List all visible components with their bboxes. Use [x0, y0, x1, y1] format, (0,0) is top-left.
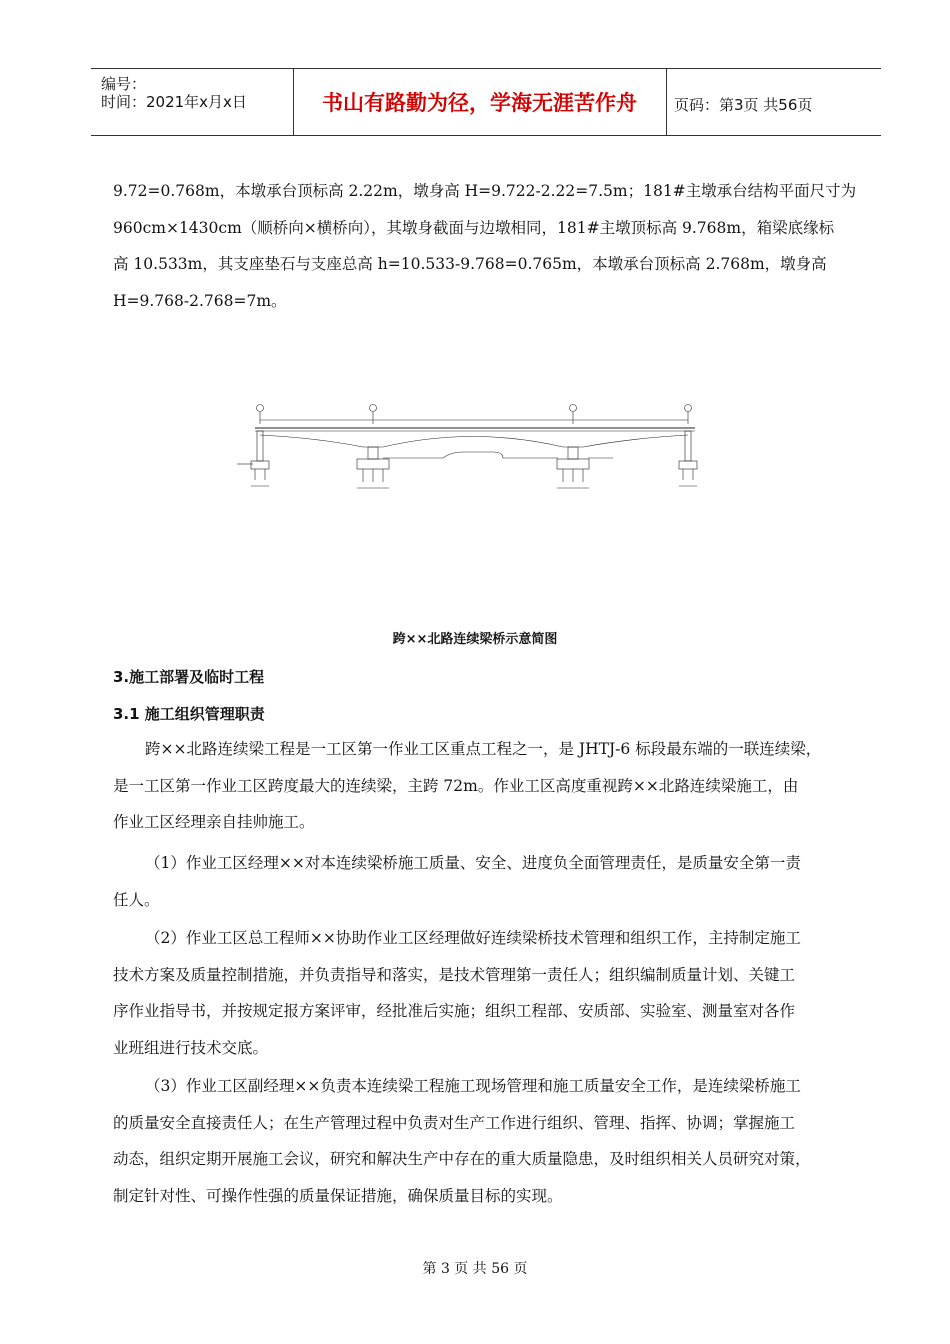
header-motto-cell: [293, 69, 667, 135]
body-paragraph: [113, 731, 863, 841]
text-line: 9.72=0.768m，本墩承台顶标高 2.22m，墩身高 H=9.722-2.22=7.5m；181#主墩承台结构平面尺寸为: [113, 182, 857, 200]
text-line: 的质量安全直接责任人；在生产管理过程中负责对生产工作进行组织、管理、指挥、协调；掌握施工: [113, 1113, 796, 1132]
text-line: 是一工区第一作业工区跨度最大的连续梁，主跨 72m。作业工区高度重视跨××北路连续梁施工，由: [113, 776, 799, 795]
document-number-label: 编号：: [101, 75, 147, 93]
body-paragraph: [113, 920, 863, 1066]
page-footer: 第 3 页 共 56 页: [422, 1261, 528, 1277]
page-header: [91, 68, 881, 136]
text-line: 技术方案及质量控制措施，并负责指导和落实，是技术管理第一责任人；组织编制质量计划、关键工: [113, 965, 796, 984]
text-line: （3）作业工区副经理××负责本连续梁工程施工现场管理和施工质量安全工作，是连续梁桥施工: [145, 1077, 801, 1095]
text-line: 960cm×1430cm（顺桥向×横桥向），其墩身截面与边墩相同，181#主墩顶标高 9.768m，箱梁底缘标: [113, 218, 835, 237]
text-line: （1）作业工区经理××对本连续梁桥施工质量、安全、进度负全面管理责任，是质量安全第一责: [145, 854, 801, 872]
text-line: 作业工区经理亲自挂帅施工。: [113, 813, 315, 831]
header-motto: 书山有路勤为径，学海无涯苦作舟: [322, 91, 637, 115]
intro-paragraph: [113, 173, 863, 319]
body-paragraph: [113, 845, 863, 918]
text-line: 高 10.533m，其支座垫石与支座总高 h=10.533-9.768=0.765m，本墩承台顶标高 2.768m，墩身高: [113, 255, 827, 273]
text-line: 业班组进行技术交底。: [113, 1038, 269, 1057]
body-paragraph: [113, 1068, 863, 1214]
text-line: 动态，组织定期开展施工会议，研究和解决生产中存在的重大质量隐患，及时组织相关人员研究对策，: [113, 1150, 811, 1168]
text-line: 跨××北路连续梁工程是一工区第一作业工区重点工程之一，是 JHTJ-6 标段最东端的一联连续梁，: [145, 740, 822, 758]
header-left-cell: [91, 69, 294, 135]
document-date-label: 时间：2021年x月x日: [101, 93, 247, 111]
figure-caption: 跨××北路连续梁桥示意简图: [392, 632, 558, 647]
text-line: 序作业指导书，并按规定报方案评审，经批准后实施；组织工程部、安质部、实验室、测量室对各作: [113, 1002, 796, 1020]
header-right-cell: [666, 69, 881, 135]
text-line: 任人。: [113, 890, 160, 909]
bridge-schematic-diagram: [233, 398, 713, 493]
subsection-heading: 3.1 施工组织管理职责: [113, 705, 265, 723]
text-line: （2）作业工区总工程师××协助作业工区经理做好连续梁桥技术管理和组织工作，主持制定施工: [145, 929, 801, 947]
text-line: 制定针对性、可操作性强的质量保证措施，确保质量目标的实现。: [113, 1186, 563, 1205]
section-heading: 3.施工部署及临时工程: [113, 668, 265, 686]
header-page-label: 页码：第3页 共56页: [674, 96, 813, 114]
text-line: H=9.768-2.768=7m。: [113, 291, 287, 310]
